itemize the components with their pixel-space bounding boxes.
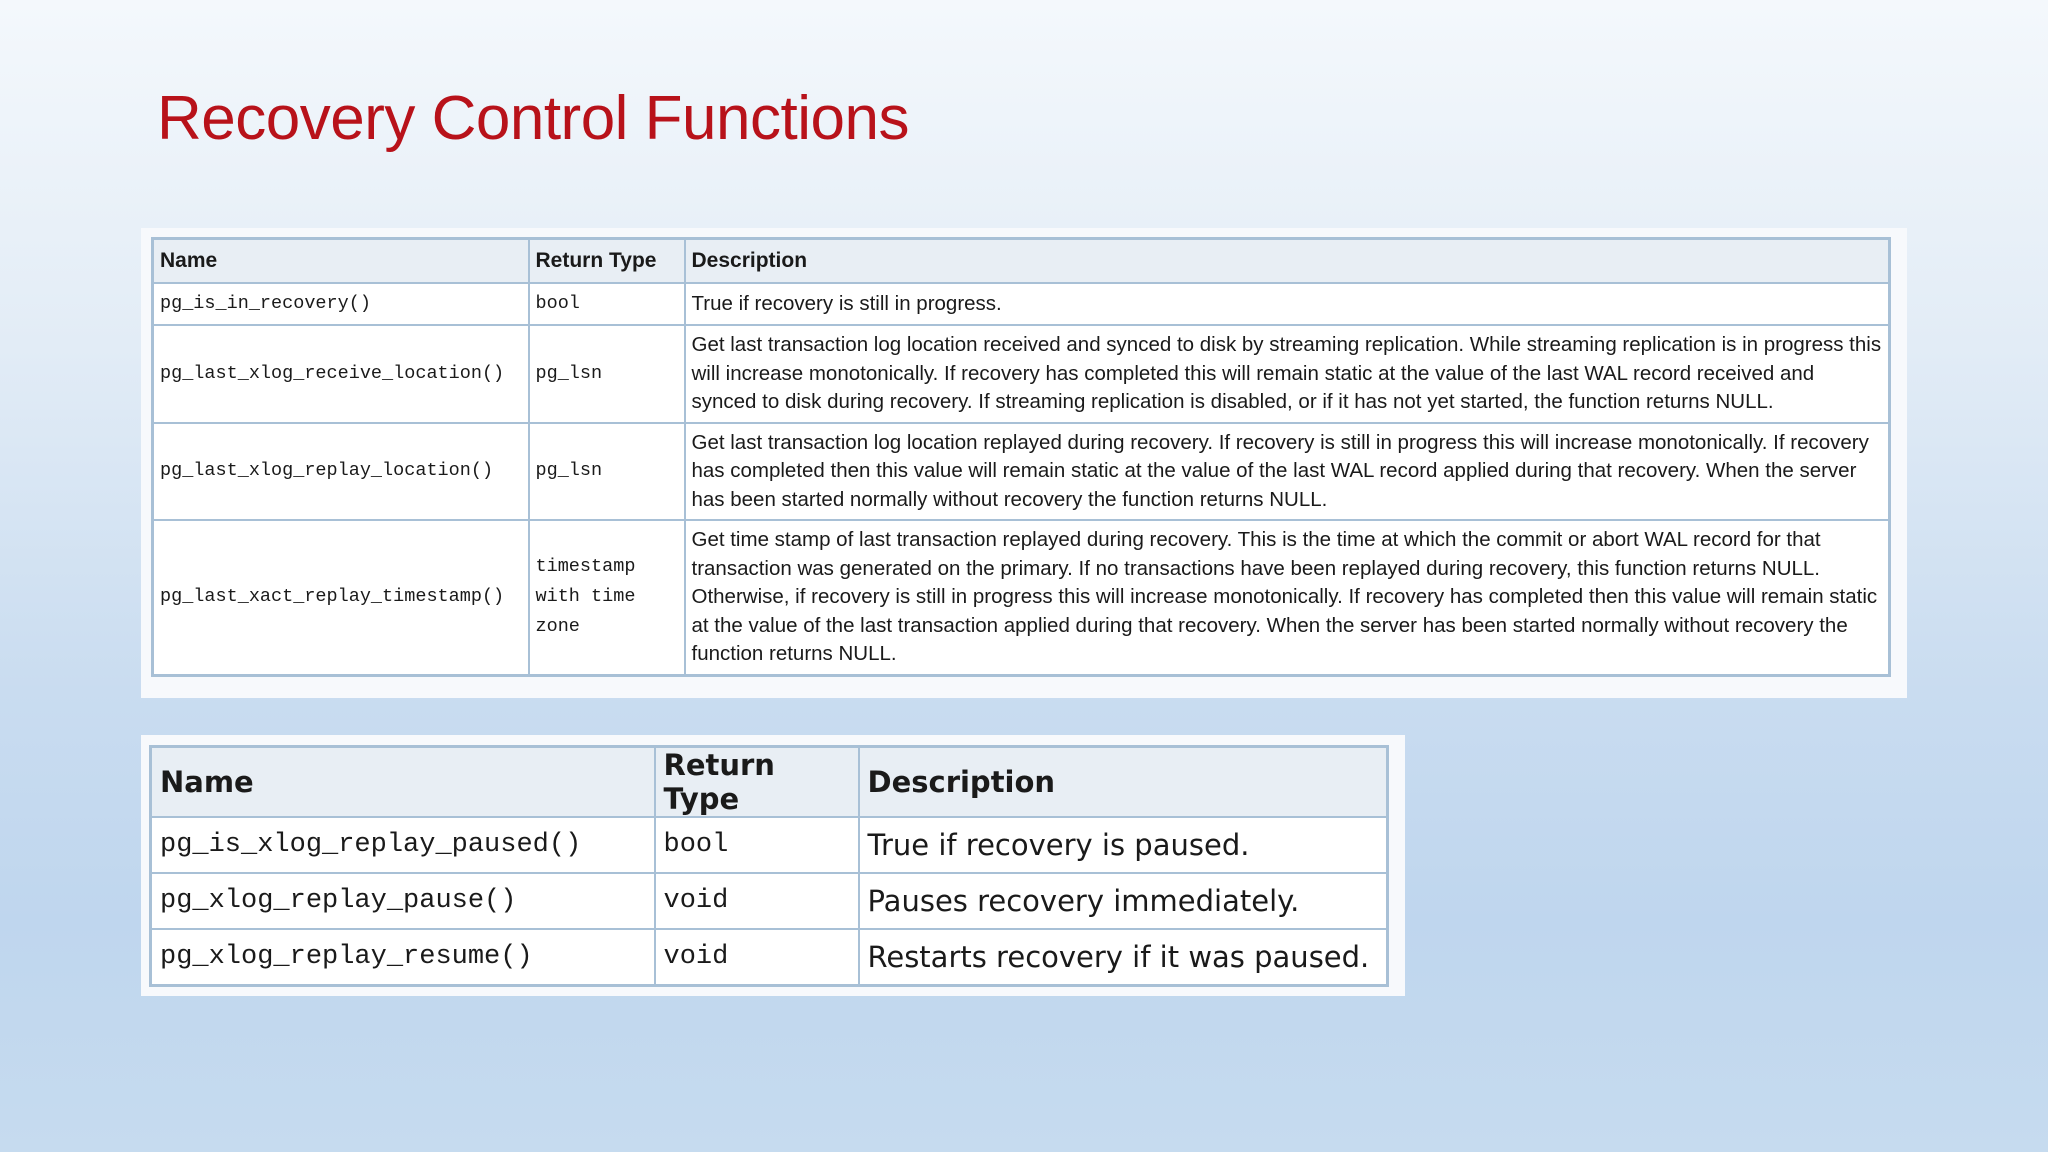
column-header-return-type: Return Type [655, 747, 859, 818]
table-row [153, 283, 1890, 325]
column-header-name: Name [151, 747, 655, 818]
table-row [153, 325, 1890, 423]
description-cell: Get last transaction log location replayed during recovery. If recovery is still in progress this will increase monotonically. If recovery has completed then this value will remain static at the value of the last WAL record applied during that recovery. When the server has been started normally without recovery the function returns NULL. [685, 423, 1890, 521]
function-name-cell: pg_last_xlog_replay_location() [153, 423, 529, 521]
function-name-cell: pg_xlog_replay_resume() [151, 929, 655, 986]
function-name-cell: pg_last_xlog_receive_location() [153, 325, 529, 423]
column-header-return-type: Return Type [529, 239, 685, 284]
description-cell: True if recovery is still in progress. [685, 283, 1890, 325]
return-type-cell: pg_lsn [529, 325, 685, 423]
function-name-cell: pg_last_xact_replay_timestamp() [153, 520, 529, 675]
table-row [153, 520, 1890, 675]
function-name-cell: pg_is_xlog_replay_paused() [151, 817, 655, 873]
column-header-description: Description [859, 747, 1388, 818]
function-name-cell: pg_is_in_recovery() [153, 283, 529, 325]
recovery-info-functions-panel [141, 228, 1907, 698]
return-type-cell: void [655, 929, 859, 986]
description-cell: Get last transaction log location received and synced to disk by streaming replication. While streaming replication is in progress this will increase monotonically. If recovery has completed this will remain static at the value of the last WAL record received and synced to disk during recovery. If streaming replication is disabled, or if it has not yet started, the function returns NULL. [685, 325, 1890, 423]
table-header-row [153, 239, 1890, 284]
table-header-row [151, 747, 1388, 818]
return-type-cell: timestamp with time zone [529, 520, 685, 675]
table-row [151, 817, 1388, 873]
recovery-control-functions-table [149, 745, 1389, 987]
description-cell: Get time stamp of last transaction replayed during recovery. This is the time at which the commit or abort WAL record for that transaction was generated on the primary. If no transactions have been replayed during recovery, this function returns NULL. Otherwise, if recovery is still in progress this will increase monotonically. If recovery has completed then this value will remain static at the value of the last transaction applied during that recovery. When the server has been started normally without recovery the function returns NULL. [685, 520, 1890, 675]
description-cell: True if recovery is paused. [859, 817, 1388, 873]
return-type-cell: void [655, 873, 859, 929]
table-row [151, 929, 1388, 986]
slide-title: Recovery Control Functions [157, 84, 909, 153]
table-row [151, 873, 1388, 929]
description-cell: Pauses recovery immediately. [859, 873, 1388, 929]
column-header-description: Description [685, 239, 1890, 284]
recovery-control-functions-panel [141, 735, 1405, 996]
return-type-cell: pg_lsn [529, 423, 685, 521]
return-type-cell: bool [529, 283, 685, 325]
description-cell: Restarts recovery if it was paused. [859, 929, 1388, 986]
recovery-info-functions-table [151, 237, 1891, 677]
return-type-cell: bool [655, 817, 859, 873]
function-name-cell: pg_xlog_replay_pause() [151, 873, 655, 929]
table-row [153, 423, 1890, 521]
column-header-name: Name [153, 239, 529, 284]
